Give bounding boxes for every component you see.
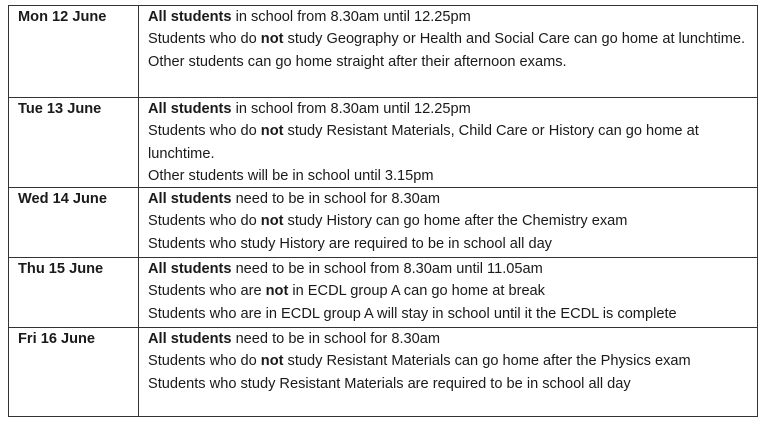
info-line: Other students can go home straight after their afternoon exams.	[148, 53, 567, 70]
info-line: All students need to be in school for 8.30am	[148, 191, 441, 208]
day-cell: Fri 16 June	[9, 328, 139, 417]
schedule-row	[9, 98, 758, 188]
info-cell	[139, 258, 758, 328]
schedule-row	[9, 258, 758, 328]
info-cell	[139, 328, 758, 417]
schedule-row	[9, 6, 758, 98]
info-line: Other students will be in school until 3.15pm	[148, 167, 434, 184]
day-cell: Mon 12 June	[9, 6, 139, 98]
day-cell: Thu 15 June	[9, 258, 139, 328]
info-line: Students who are not in ECDL group A can go home at break	[148, 283, 545, 300]
info-line: All students in school from 8.30am until 12.25pm	[148, 101, 471, 117]
schedule-row	[9, 328, 758, 417]
info-line: Students who study History are required to be in school all day	[148, 235, 552, 252]
day-cell: Tue 13 June	[9, 98, 139, 188]
exam-schedule-table	[8, 5, 758, 417]
info-line: Students who are in ECDL group A will stay in school until it the ECDL is complete	[148, 305, 677, 322]
info-line: All students need to be in school for 8.30am	[148, 331, 441, 348]
info-line: All students need to be in school from 8.30am until 11.05am	[148, 261, 543, 278]
info-line: Students who do not study Resistant Materials can go home after the Physics exam	[148, 353, 691, 370]
info-line: All students in school from 8.30am until 12.25pm	[148, 9, 471, 25]
day-cell: Wed 14 June	[9, 188, 139, 258]
info-line: Students who do not study History can go home after the Chemistry exam	[148, 213, 628, 230]
info-cell	[139, 98, 758, 188]
info-line: Students who study Resistant Materials are required to be in school all day	[148, 375, 631, 392]
info-line: Students who do not study Resistant Materials, Child Care or History can go home at lunchtime.	[148, 123, 699, 162]
info-cell	[139, 6, 758, 98]
info-line: Students who do not study Geography or Health and Social Care can go home at lunchtime.	[148, 31, 746, 48]
schedule-row	[9, 188, 758, 258]
info-cell	[139, 188, 758, 258]
